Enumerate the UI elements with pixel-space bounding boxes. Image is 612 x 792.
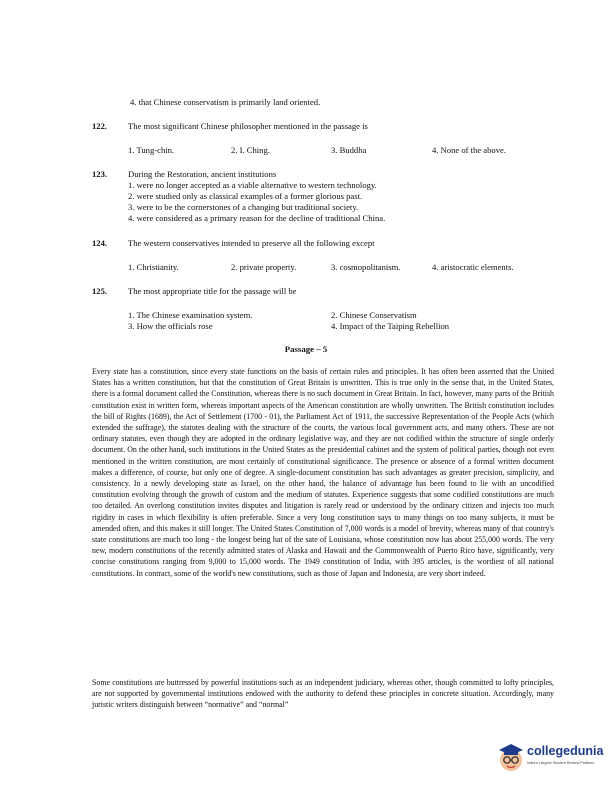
q122-option-4: 4. None of the above. — [432, 145, 506, 155]
q123-option-4: 4. were considered as a primary reason for the decline of traditional China. — [128, 213, 386, 223]
q122-option-2: 2. I. Ching. — [231, 145, 270, 155]
q124-option-3: 3. cosmopolitanism. — [331, 262, 401, 272]
q122-option-1: 1. Tung-chin. — [128, 145, 175, 155]
q125-number: 125. — [92, 286, 108, 296]
collegedunia-logo — [496, 742, 606, 782]
logo-wordmark: collegedunia — [527, 744, 604, 758]
q123-option-1: 1. were no longer accepted as a viable alternative to western technology. — [128, 180, 377, 190]
q121-option-4: 4. that Chinese conservatism is primarily land oriented. — [130, 97, 321, 107]
q123-number: 123. — [92, 169, 108, 179]
q124-option-1: 1. Christianity. — [128, 262, 179, 272]
q124-number: 124. — [92, 238, 108, 248]
q123-stem: During the Restoration, ancient institutions — [128, 169, 277, 179]
passage-heading: Passage – 5 — [284, 344, 328, 354]
q123-option-2: 2. were studied only as classical examples of a former glorious past. — [128, 191, 363, 201]
graduate-mascot-icon — [496, 742, 526, 774]
q125-option-3: 3. How the officials rose — [128, 321, 213, 331]
q124-option-2: 2. private property. — [231, 262, 297, 272]
q124-option-4: 4. aristocratic elements. — [432, 262, 514, 272]
q124-stem: The western conservatives intended to preserve all the following except — [128, 238, 375, 248]
logo-tagline: India's Largest Student Review Platform — [527, 761, 595, 765]
q122-number: 122. — [92, 121, 108, 131]
passage-paragraph-2: Some constitutions are buttressed by powerful institutions such as an independent judiciary, whereas other, though committed to lofty principles, are not supported by governmental institutions endowed with the authority to defend these principles in concrete situation. Accordingly, many juristic writers distinguish between “normative” and “normal” — [92, 678, 554, 710]
q125-option-4: 4. Impact of the Taiping Rebellion — [331, 321, 450, 331]
passage-paragraph-1: Every state has a constitution, since every state functions on the basis of certain rules and principles. It has often been asserted that the United States has a written constitution, but that the constitution of Great Britain is unwritten. This is true only in the sense that, in the United States, there is a formal document called the Constitution, whereas there is no such document in Great Britain. In fact, however, many parts of the British constitution exist in written form, whereas important aspects of the American constitution are wholly unwritten. The British constitution includes the bill of Rights (1689), the Act of Settlement (1700 - 01), the Parliament Act of 1911, the successive Representation of the People Acts (which extended the suffrage), the statutes dealing with the structure of the courts, the various local government acts, and many others. These are not ordinary statutes, even though they are adopted in the ordinary legislative way, and they are not codified within the structure of single orderly document. On the other hand, such institutions in the United States as the presidential cabinet and the system of political parties, though not even mentioned in the written constitution, are most certainly of constitutional significance. The presence or absence of a formal written document makes a difference, of course, but only one of degree. A single-document constitution has such advantages as greater precision, simplicity, and consistency. In a newly developing state as Israel, on the other hand, the balance of advantage has been found to lie with an uncodified constitution evolving through the growth of custom and the medium of statutes. Experience suggests that some codified constitutions are much too detailed. An overlong constitution invites disputes and litigation is rarely read or understood by the ordinary citizen and injects too much rigidity in cases in which flexibility is often preferable. Since a very long constitution says to many things on too many subjects, it must be amended often, and this makes it still longer. The United States Constitution of 7,000 words is a model of brevity, whereas many of that country's state constitutions are much too long - the longest being hat of the sate of Louisiana, whose constitution now has about 255,000 words. The very new, modern constitutions of the recently admitted states of Alaska and Hawaii and the Commonwealth of Puerto Rico have, significantly, very concise constitutions ranging from 9,000 to 15,000 words. The 1949 constitution of India, with 395 articles, is the wordiest of all national constitutions. In contract, some of the world's new constitutions, such as those of Japan and Indonesia, are very short indeed. — [92, 367, 554, 578]
q123-option-3: 3. were to be the cornerstones of a changing but traditional society. — [128, 202, 359, 212]
q122-option-3: 3. Buddha — [331, 145, 367, 155]
q125-option-2: 2. Chinese Conservatism — [331, 310, 417, 320]
q122-stem: The most significant Chinese philosopher mentioned in the passage is — [128, 121, 368, 131]
q125-option-1: 1. The Chinese examination system. — [128, 310, 253, 320]
q125-stem: The most appropriate title for the passage will be — [128, 286, 297, 296]
